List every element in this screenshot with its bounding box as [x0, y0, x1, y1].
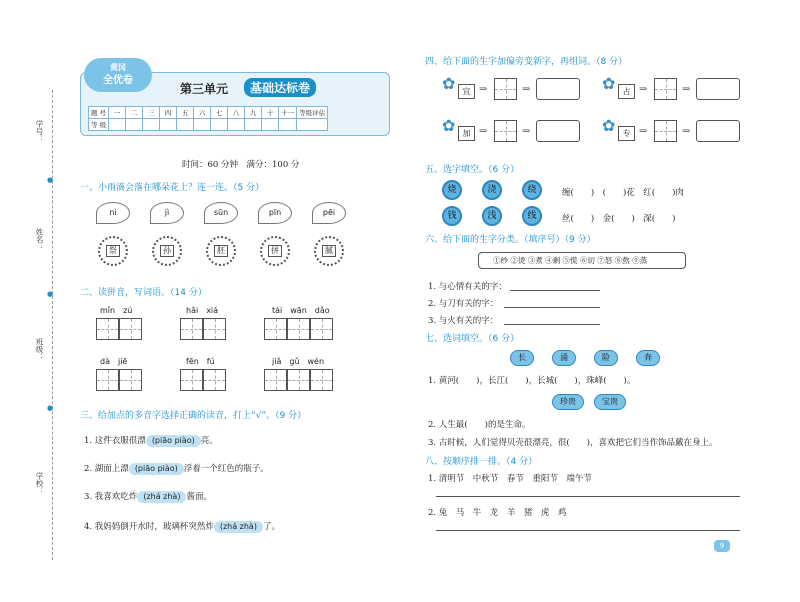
pronunciation-options[interactable]: (piāo piào) [129, 463, 184, 475]
word-option[interactable]: 涌 [552, 350, 576, 366]
pinyin-label: tái wān dǎo [272, 306, 330, 315]
flower-char[interactable]: 祭 [98, 236, 128, 266]
word-answer-box[interactable] [536, 78, 580, 100]
word-option[interactable]: 长 [510, 350, 534, 366]
writing-grid[interactable] [96, 369, 142, 391]
pinyin-label: jiǎ gǔ wén [272, 357, 325, 366]
word-option[interactable]: 险 [594, 350, 618, 366]
score-cell[interactable] [160, 119, 177, 131]
answer-line[interactable] [436, 496, 740, 497]
binding-line [52, 90, 53, 560]
question-8-1: 1. 清明节 中秋节 春节 重阳节 端午节 [428, 474, 592, 484]
score-header-cell: 二 [126, 107, 143, 119]
question-3-3: 3. 我喜欢吃炸 (zhá zhà) 酱面。 [84, 492, 212, 502]
score-header-cell: 八 [228, 107, 245, 119]
flower-char[interactable]: 拼 [260, 236, 290, 266]
writing-grid[interactable] [264, 369, 333, 391]
arrow-icon: ⇒ [639, 126, 648, 137]
section-2-title: 二、读拼音，写词语。（14 分） [80, 288, 207, 298]
fill-blank-row[interactable]: 缠( ) ( )花 红( )肉 [562, 188, 684, 198]
char-option[interactable]: 烧 [442, 180, 462, 200]
page-number: 9 [714, 540, 730, 552]
score-header-cell: 五 [177, 107, 194, 119]
flower-char[interactable]: 胚 [206, 236, 236, 266]
score-header-cell: 一 [109, 107, 126, 119]
section-5-title: 五、选字填空。（6 分） [425, 165, 520, 175]
char-list-scroll: ①纱 ②烫 ③煮 ④剩 ⑤慌 ⑥切 ⑦怒 ⑧熬 ⑨蒸 [478, 252, 686, 269]
binding-mark: ● [47, 176, 54, 184]
arrow-icon: ⇒ [639, 84, 648, 95]
score-cell[interactable] [177, 119, 194, 131]
logo: 黄冈 全优卷 [84, 58, 152, 92]
char-option[interactable]: 浅 [482, 206, 502, 226]
writing-grid[interactable] [180, 369, 226, 391]
question-3-4: 4. 我妈妈倒开水时，玻璃杯突然炸 (zhá zhà) 了。 [84, 522, 280, 532]
word-answer-box[interactable] [696, 120, 740, 142]
arrow-icon: ⇒ [682, 84, 691, 95]
new-char-grid[interactable] [654, 120, 677, 142]
section-4-title: 四、给下面的生字加偏旁变新字，再组词。（8 分） [425, 57, 628, 67]
char-option[interactable]: 线 [522, 206, 542, 226]
question-7-2: 2. 人生最( )的是生命。 [428, 420, 531, 430]
student-no-label: 学号： [35, 120, 44, 143]
bee-icon: ✿ [442, 74, 456, 93]
answer-line[interactable] [510, 290, 600, 291]
arrow-icon: ⇒ [682, 126, 691, 137]
section-6-title: 六、给下面的生字分类。（填序号）（9 分） [425, 235, 596, 245]
score-cell[interactable] [245, 119, 262, 131]
pinyin-label: hǎi xiá [186, 306, 219, 315]
score-header-cell: 七 [211, 107, 228, 119]
score-header-cell: 四 [160, 107, 177, 119]
bee-icon: ✿ [602, 74, 616, 93]
writing-grid[interactable] [180, 318, 226, 340]
question-8-2: 2. 兔 马 牛 龙 羊 猪 虎 鸡 [428, 508, 567, 518]
raindrop-pinyin[interactable]: pēi [312, 202, 346, 224]
score-header-cell: 六 [194, 107, 211, 119]
binding-mark: ● [47, 404, 54, 412]
score-cell[interactable] [211, 119, 228, 131]
pinyin-label: fēn fú [186, 357, 215, 366]
name-label: 姓名： [35, 228, 44, 251]
given-char: 占 [618, 84, 635, 99]
question-7-3: 3. 古时候，人们觉得贝壳很漂亮，很( )，喜欢把它们当作饰品戴在身上。 [428, 438, 718, 448]
word-option[interactable]: 奔 [636, 350, 660, 366]
score-cell[interactable] [143, 119, 160, 131]
score-label-cell: 等 级 [89, 119, 109, 131]
word-answer-box[interactable] [536, 120, 580, 142]
answer-line[interactable] [504, 307, 600, 308]
section-7-title: 七、选词填空。（6 分） [425, 334, 520, 344]
raindrop-pinyin[interactable]: sūn [204, 202, 238, 224]
writing-grid[interactable] [96, 318, 142, 340]
pinyin-label: mǐn zú [100, 306, 133, 315]
section-1-title: 一、小雨滴会落在哪朵花上？连一连。（5 分） [80, 183, 265, 193]
unit-title: 第三单元 [180, 82, 229, 96]
pronunciation-options[interactable]: (zhá zhà) [214, 521, 263, 533]
question-3-2: 2. 湖面上漂 (piāo piào) 浮着一个红色的瓶子。 [84, 464, 269, 474]
score-header-cell: 九 [245, 107, 262, 119]
score-cell[interactable] [279, 119, 297, 131]
pinyin-label: dà jiē [100, 357, 128, 366]
char-option[interactable]: 钱 [442, 206, 462, 226]
category-question: 3. 与火有关的字： [428, 316, 499, 326]
score-header-cell: 三 [143, 107, 160, 119]
score-table [88, 106, 328, 131]
bee-icon: ✿ [602, 116, 616, 135]
raindrop-pinyin[interactable]: nì [96, 202, 130, 224]
section-8-title: 八、按顺序排一排。（4 分） [425, 457, 538, 467]
pronunciation-options[interactable]: (piāo piào) [146, 435, 201, 447]
raindrop-pinyin[interactable]: pīn [258, 202, 292, 224]
time-line: 时间：60 分钟 满分：100 分 [182, 160, 300, 170]
arrow-icon: ⇒ [522, 84, 531, 95]
char-option[interactable]: 绕 [522, 180, 542, 200]
char-option[interactable]: 浇 [482, 180, 502, 200]
answer-line[interactable] [436, 530, 740, 531]
given-char: 专 [618, 126, 635, 141]
fill-blank-row[interactable]: 丝( ) 金( ) 深( ) [562, 214, 676, 224]
bee-icon: ✿ [442, 116, 456, 135]
class-label: 班级： [35, 338, 44, 361]
arrow-icon: ⇒ [522, 126, 531, 137]
writing-grid[interactable] [264, 318, 333, 340]
flower-char[interactable]: 孙 [152, 236, 182, 266]
new-char-grid[interactable] [494, 78, 517, 100]
score-cell[interactable] [262, 119, 279, 131]
binding-mark: ● [47, 290, 54, 298]
new-char-grid[interactable] [654, 78, 677, 100]
given-char: 宜 [458, 84, 475, 99]
answer-line[interactable] [504, 324, 600, 325]
question-7-1: 1. 黄河( )，长江( )，长城( )，珠峰( )。 [428, 376, 636, 386]
score-header-cell: 十一 [279, 107, 297, 119]
school-label: 学校： [35, 472, 44, 495]
test-subtitle: 基础达标卷 [244, 78, 316, 97]
arrow-icon: ⇒ [479, 84, 488, 95]
given-char: 加 [458, 126, 475, 141]
score-cell[interactable] [126, 119, 143, 131]
score-header-cell: 等级评估 [297, 107, 328, 119]
word-answer-box[interactable] [696, 78, 740, 100]
score-header-cell: 题 号 [89, 107, 109, 119]
word-option[interactable]: 宝贵 [594, 394, 626, 410]
new-char-grid[interactable] [494, 120, 517, 142]
score-cell[interactable] [228, 119, 245, 131]
pronunciation-options[interactable]: (zhá zhà) [137, 491, 186, 503]
score-cell[interactable] [109, 119, 126, 131]
score-cell[interactable] [194, 119, 211, 131]
flower-char[interactable]: 腻 [314, 236, 344, 266]
question-3-1: 1. 这件衣服很漂 (piāo piào) 亮。 [84, 436, 218, 446]
word-option[interactable]: 珍贵 [552, 394, 584, 410]
category-question: 2. 与刀有关的字： [428, 299, 499, 309]
raindrop-pinyin[interactable]: jì [150, 202, 184, 224]
section-3-title: 三、给加点的多音字选择正确的读音，打上“√”。（9 分） [80, 411, 307, 421]
arrow-icon: ⇒ [479, 126, 488, 137]
category-question: 1. 与心情有关的字： [428, 282, 507, 292]
score-cell[interactable] [297, 119, 328, 131]
score-header-cell: 十 [262, 107, 279, 119]
